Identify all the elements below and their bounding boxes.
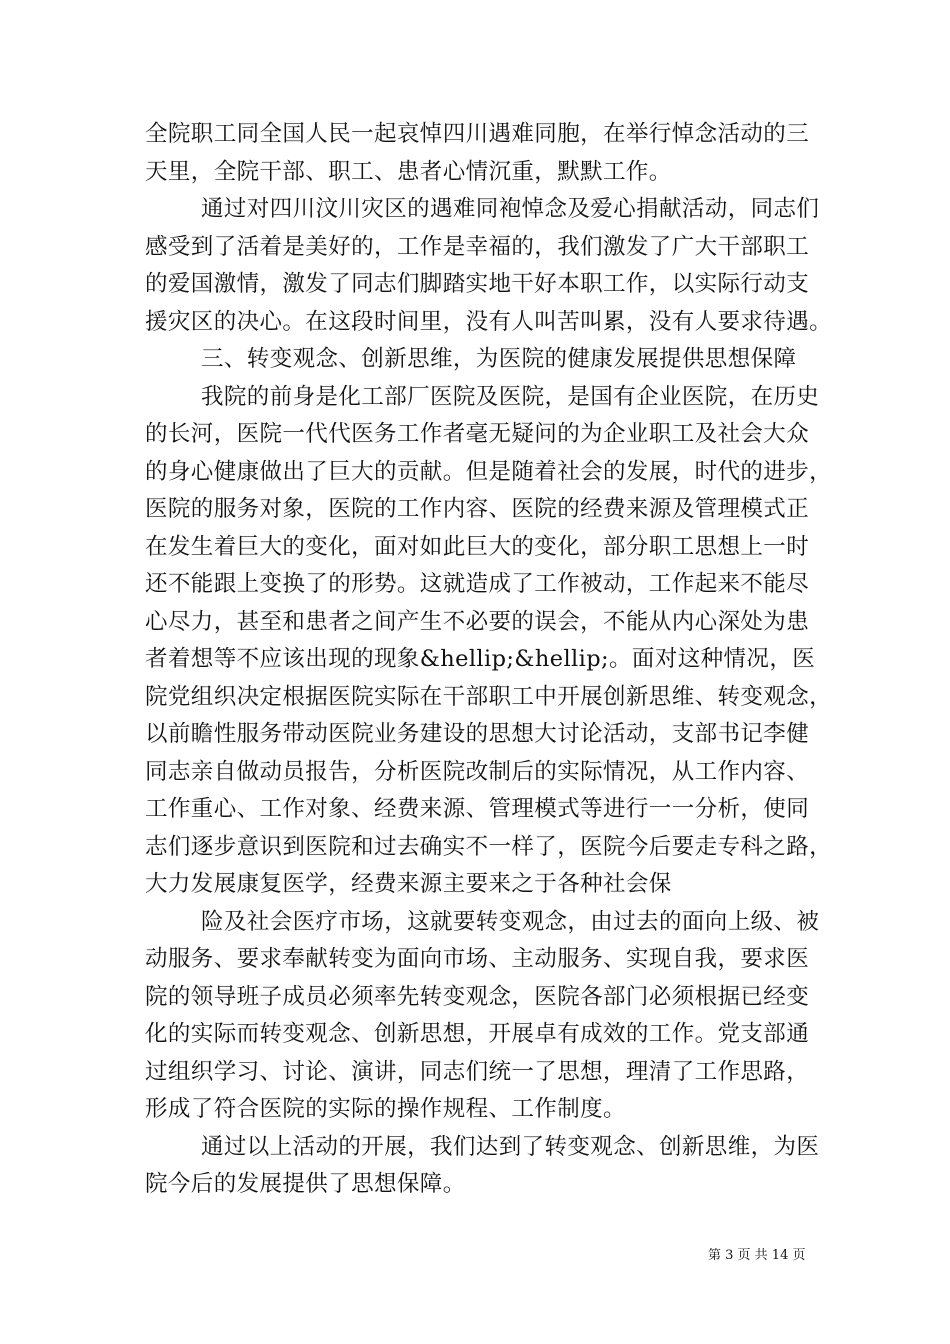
text-line: 动服务、要求奉献转变为面向市场、主动服务、实现自我，要求医 [145, 946, 810, 972]
text-line: 志们逐步意识到医院和过去确实不一样了，医院今后要走专科之路， [145, 833, 833, 860]
text-line: 天里，全院干部、职工、患者心情沉重，默默工作。 [145, 158, 672, 185]
text-line: 以前瞻性服务带动医院业务建设的思想大讨论活动，支部书记李健 [145, 721, 810, 747]
text-line: 同志亲自做动员报告，分析医院改制后的实际情况，从工作内容、 [145, 758, 810, 785]
text-line: 的爱国激情，激发了同志们脚踏实地干好本职工作，以实际行动支 [145, 271, 810, 297]
text-line: 工作重心、工作对象、经费来源、管理模式等进行一一分析，使同 [145, 796, 810, 822]
text-line: 院今后的发展提供了思想保障。 [145, 1171, 466, 1197]
text-line: 我院的前身是化工部厂医院及医院，是国有企业医院，在历史 [201, 383, 820, 410]
text-line: 化的实际而转变观念、创新思想，开展卓有成效的工作。党支部通 [145, 1021, 810, 1047]
text-line: 者着想等不应该出现的现象&hellip;&hellip;。面对这种情况，医 [145, 646, 816, 672]
text-line: 的身心健康做出了巨大的贡献。但是随着社会的发展，时代的进步， [145, 458, 833, 485]
text-line: 感受到了活着是美好的，工作是幸福的，我们激发了广大干部职工 [145, 233, 810, 260]
text-line: 过组织学习、讨论、演讲，同志们统一了思想，理清了工作思路， [145, 1058, 810, 1085]
text-line: 心尽力，甚至和患者之间产生不必要的误会，不能从内心深处为患 [145, 608, 810, 635]
text-line: 在发生着巨大的变化，面对如此巨大的变化，部分职工思想上一时 [145, 533, 810, 560]
page-number: 第 3 页 共 14 页 [708, 1248, 806, 1263]
text-line: 医院的服务对象，医院的工作内容、医院的经费来源及管理模式正 [145, 496, 810, 522]
text-line: 还不能跟上变换了的形势。这就造成了工作被动，工作起来不能尽 [145, 571, 810, 597]
text-line: 的长河，医院一代代医务工作者毫无疑问的为企业职工及社会大众 [145, 421, 810, 447]
text-line: 通过以上活动的开展，我们达到了转变观念、创新思维，为医 [201, 1133, 820, 1160]
text-line: 形成了符合医院的实际的操作规程、工作制度。 [145, 1096, 626, 1122]
section-heading: 三、转变观念、创新思维，为医院的健康发展提供思想保障 [201, 346, 797, 372]
text-line: 全院职工同全国人民一起哀悼四川遇难同胞，在举行悼念活动的三 [145, 121, 810, 147]
text-line: 通过对四川汶川灾区的遇难同袍悼念及爱心捐献活动，同志们 [201, 196, 820, 222]
text-line: 险及社会医疗市场，这就要转变观念，由过去的面向上级、被 [201, 908, 820, 935]
text-line: 大力发展康复医学，经费来源主要来之于各种社会保 [145, 871, 672, 897]
text-line: 援灾区的决心。在这段时间里，没有人叫苦叫累，没有人要求待遇。 [145, 308, 833, 335]
text-line: 院的领导班子成员必须率先转变观念，医院各部门必须根据已经变 [145, 983, 810, 1010]
text-line: 院党组织决定根据医院实际在干部职工中开展创新思维、转变观念， [145, 683, 833, 710]
document-body [145, 116, 833, 1204]
